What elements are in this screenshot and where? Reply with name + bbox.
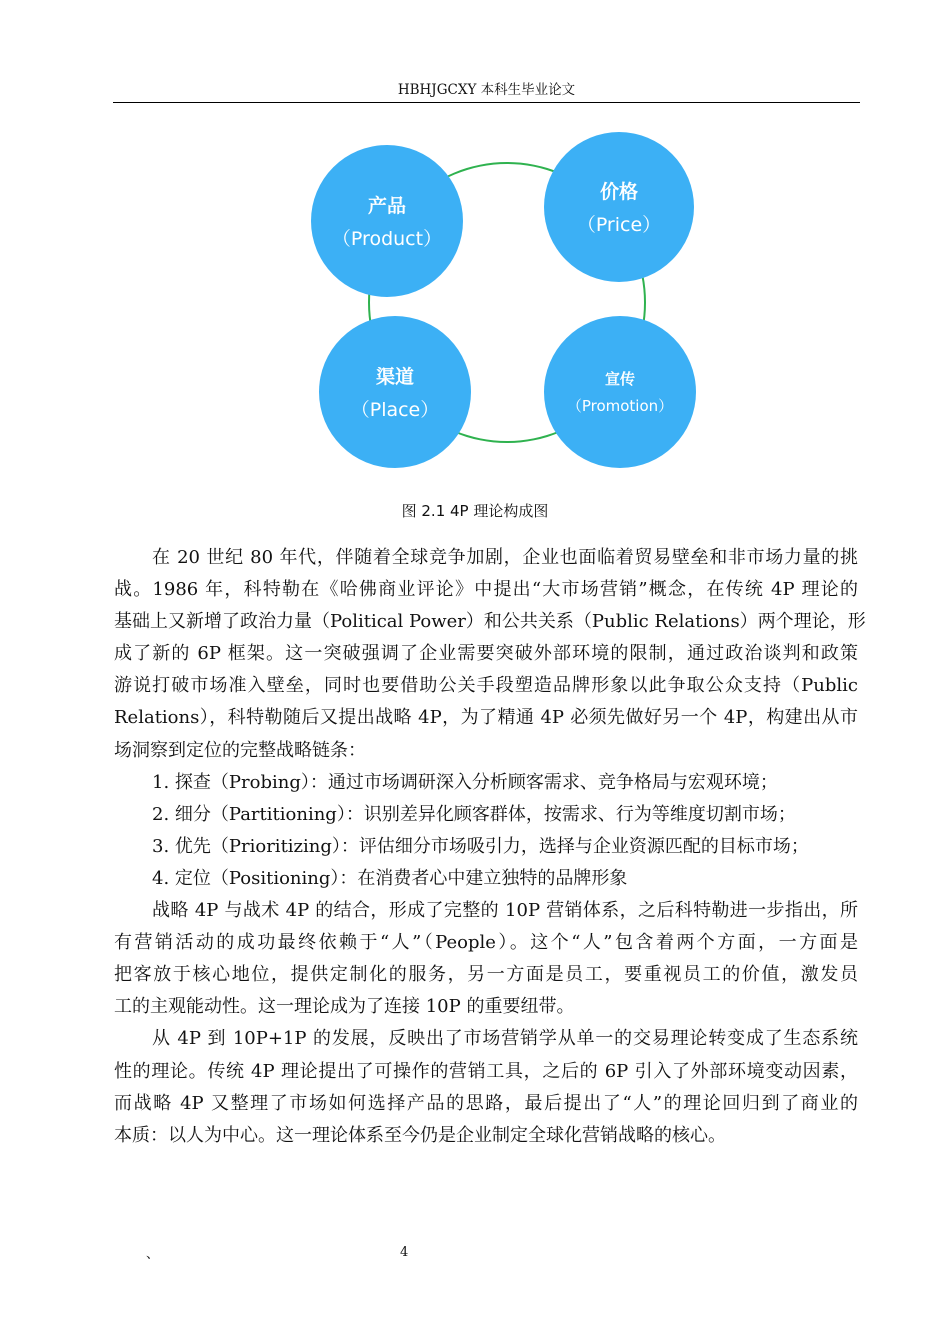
paragraph — [114, 542, 866, 767]
page-header: HBHJGCXY 本科生毕业论文 — [113, 78, 860, 103]
body-text — [114, 542, 866, 1152]
footer-mark: 、 — [146, 1247, 160, 1262]
text-line: 成了新的 6P 框架。这一突破强调了企业需要突破外部环境的限制，通过政治谈判和政策 — [114, 643, 858, 665]
node-label: 渠道 — [375, 366, 414, 388]
text-line: 性的理论。传统 4P 理论提出了可操作的营销工具，之后的 6P 引入了外部环境变动因素， — [114, 1060, 858, 1082]
list-item — [114, 831, 858, 863]
paragraph — [114, 895, 858, 1023]
node-sublabel: （Place） — [350, 399, 440, 421]
node-label: 产品 — [367, 195, 406, 217]
text-line: 3. 优先（Prioritizing）：评估细分市场吸引力，选择与企业资源匹配的目标市场； — [152, 835, 809, 857]
figure-caption: 图 2.1 4P 理论构成图 — [401, 502, 549, 520]
list-item — [114, 799, 858, 831]
node-sublabel: （Product） — [331, 228, 443, 250]
text-line: 工的主观能动性。这一理论成为了连接 10P 的重要纽带。 — [114, 996, 575, 1018]
node-place — [319, 316, 471, 468]
list-item — [114, 767, 858, 799]
text-line: 战。1986 年，科特勒在《哈佛商业评论》中提出“大市场营销”概念，在传统 4P 理论的 — [114, 579, 858, 601]
page-number: 4 — [400, 1245, 409, 1260]
node-sublabel: （Promotion） — [566, 397, 674, 415]
node-price — [544, 132, 694, 282]
text-line: 从 4P 到 10P+1P 的发展，反映出了市场营销学从单一的交易理论转变成了生态系统 — [152, 1028, 858, 1050]
text-line: 1. 探查（Probing）：通过市场调研深入分析顾客需求、竞争格局与宏观环境； — [152, 771, 778, 793]
text-line: Relations），科特勒随后又提出战略 4P，为了精通 4P 必须先做好另一个 4P，构建出从市 — [114, 707, 858, 729]
text-line: 游说打破市场准入壁垒，同时也要借助公关手段塑造品牌形象以此争取公众支持（Public — [114, 675, 858, 697]
4p-diagram — [300, 140, 720, 480]
node-label: 宣传 — [604, 370, 635, 388]
text-line: 战略 4P 与战术 4P 的结合，形成了完整的 10P 营销体系，之后科特勒进一步指出，所 — [152, 900, 858, 922]
text-line: 而战略 4P 又整理了市场如何选择产品的思路，最后提出了“人”的理论回归到了商业的 — [114, 1092, 858, 1114]
text-line: 场洞察到定位的完整战略链条： — [114, 739, 366, 761]
text-line: 把客放于核心地位，提供定制化的服务，另一方面是员工，要重视员工的价值，激发员 — [114, 964, 858, 986]
node-product — [311, 145, 463, 297]
text-line: 4. 定位（Positioning）：在消费者心中建立独特的品牌形象 — [152, 867, 628, 889]
text-line: 2. 细分（Partitioning）：识别差异化顾客群体，按需求、行为等维度切割市场； — [152, 803, 796, 825]
text-line: 在 20 世纪 80 年代，伴随着全球竞争加剧，企业也面临着贸易壁垒和非市场力量的挑 — [152, 547, 858, 568]
text-line: 有营销活动的成功最终依赖于“人”（People）。这个“人”包含着两个方面，一方面是 — [114, 932, 858, 954]
node-label: 价格 — [599, 181, 638, 203]
paragraph — [114, 1023, 858, 1151]
text-line: 本质：以人为中心。这一理论体系至今仍是企业制定全球化营销战略的核心。 — [114, 1124, 726, 1146]
node-promotion — [544, 316, 696, 468]
node-sublabel: （Price） — [576, 214, 662, 236]
list-item — [114, 863, 858, 895]
text-line: 基础上又新增了政治力量（Political Power）和公共关系（Public Relations）两个理论，形 — [114, 611, 866, 633]
